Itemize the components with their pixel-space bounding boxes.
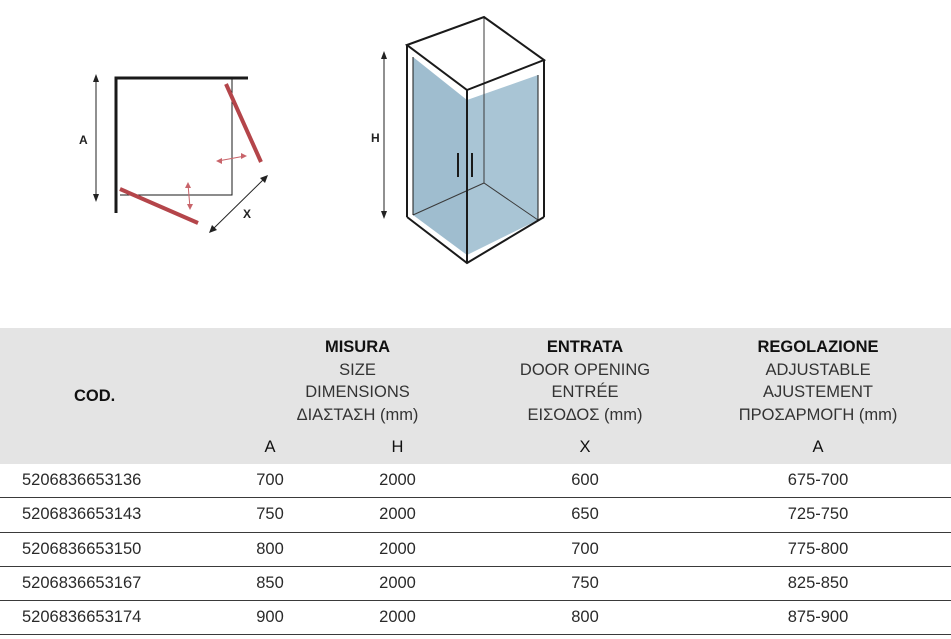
product-code: 5206836653136 (0, 464, 230, 498)
product-code: 5206836653150 (0, 532, 230, 566)
size-header (230, 328, 485, 430)
sub-header-h: H (310, 430, 485, 464)
adjust-range: 875-900 (685, 601, 951, 635)
size-a: 850 (230, 566, 310, 600)
opening-header-line: DOOR OPENING (519, 360, 651, 379)
dimension-h-label: H (371, 131, 380, 145)
opening-x: 800 (485, 601, 685, 635)
opening-header-line: ENTRATA (546, 338, 624, 356)
size-header-line: ΔΙΑΣΤΑΣΗ (mm) (296, 405, 419, 424)
opening-x: 700 (485, 532, 685, 566)
sub-header-x: X (485, 430, 685, 464)
size-header-line: DIMENSIONS (305, 383, 410, 401)
table-row (0, 464, 951, 498)
dimension-a-label: A (79, 133, 88, 147)
sub-header-a: A (230, 430, 310, 464)
size-h: 2000 (310, 532, 485, 566)
product-code: 5206836653174 (0, 601, 230, 635)
opening-x: 650 (485, 498, 685, 532)
isometric-diagram (360, 5, 560, 270)
size-header-line: SIZE (339, 360, 376, 379)
sub-header-adj: A (685, 430, 951, 464)
size-a: 750 (230, 498, 310, 532)
table-row (0, 566, 951, 600)
adjust-range: 825-850 (685, 566, 951, 600)
front-door-panel (120, 189, 198, 223)
dimension-x-line (212, 178, 265, 230)
size-a: 800 (230, 532, 310, 566)
size-h: 2000 (310, 464, 485, 498)
opening-header-line: ΕΙΣΟΔΟΣ (mm) (527, 405, 643, 424)
wall-outline (116, 78, 248, 213)
size-h: 2000 (310, 566, 485, 600)
table-row (0, 532, 951, 566)
table-row (0, 601, 951, 635)
product-code: 5206836653143 (0, 498, 230, 532)
size-header-line: MISURA (324, 338, 391, 356)
adjust-header-line: ADJUSTABLE (765, 360, 871, 379)
adjust-header (685, 328, 951, 430)
dimension-x-label: X (243, 207, 252, 221)
size-a: 900 (230, 601, 310, 635)
specification-table (0, 328, 951, 635)
product-code: 5206836653167 (0, 566, 230, 600)
plan-view-diagram (60, 60, 290, 250)
header-row (0, 328, 951, 430)
adjust-header-line: REGOLAZIONE (757, 338, 879, 356)
opening-x: 750 (485, 566, 685, 600)
adjust-range: 775-800 (685, 532, 951, 566)
plan-view-svg (60, 60, 290, 250)
adjust-range: 725-750 (685, 498, 951, 532)
size-h: 2000 (310, 601, 485, 635)
isometric-svg (360, 5, 560, 270)
adjust-header-line: ΠΡΟΣΑΡΜΟΓΗ (mm) (738, 405, 898, 424)
opening-x: 600 (485, 464, 685, 498)
adjust-range: 675-700 (685, 464, 951, 498)
opening-header (485, 328, 685, 430)
code-header: COD. (0, 328, 230, 464)
inner-frame (120, 78, 232, 195)
size-a: 700 (230, 464, 310, 498)
adjust-header-line: AJUSTEMENT (763, 383, 874, 401)
opening-header-line: ENTRÉE (551, 383, 619, 401)
size-h: 2000 (310, 498, 485, 532)
right-door-panel (226, 84, 261, 162)
table-row (0, 498, 951, 532)
